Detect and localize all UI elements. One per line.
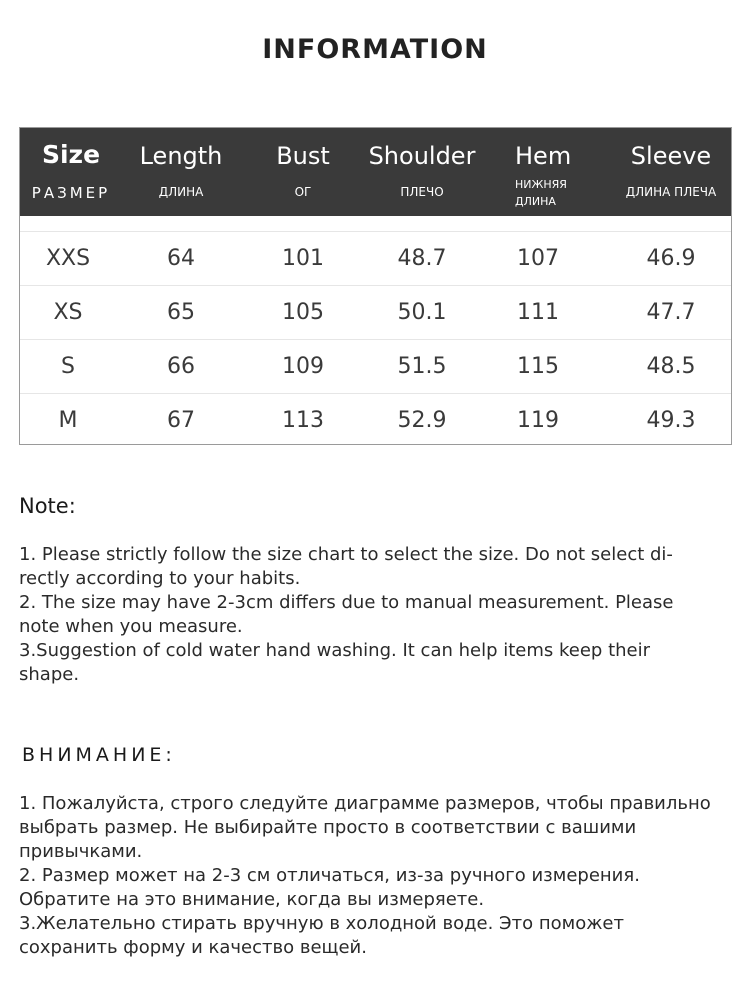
table-row xyxy=(20,285,731,339)
header-sleeve-en: Sleeve xyxy=(630,142,712,170)
header-size-en: Size xyxy=(41,140,101,169)
cell-size: S xyxy=(61,354,75,379)
cell-sleeve: 49.3 xyxy=(646,408,696,433)
cell-bust: 109 xyxy=(282,354,324,379)
note-line: 3.Suggestion of cold water hand washing. It can help items keep their xyxy=(19,640,651,661)
cell-length: 64 xyxy=(167,246,195,271)
page-title: INFORMATION xyxy=(262,34,488,65)
cell-length: 66 xyxy=(167,354,195,379)
table-row xyxy=(20,393,731,447)
note-line: note when you measure. xyxy=(19,616,243,637)
note-line: выбрать размер. Не выбирайте просто в соответствии с вашими xyxy=(19,817,637,838)
note-line: 2. The size may have 2-3cm differs due to manual measurement. Please xyxy=(19,592,674,613)
cell-length: 65 xyxy=(167,300,195,325)
note-text-ru xyxy=(19,792,719,960)
header-bust-en: Bust xyxy=(276,142,330,170)
size-chart-table xyxy=(19,127,732,445)
header-shoulder xyxy=(366,128,478,216)
cell-bust: 113 xyxy=(282,408,324,433)
cell-sleeve: 47.7 xyxy=(646,300,696,325)
note-line: 1. Пожалуйста, строго следуйте диаграмме размеров, чтобы правильно xyxy=(19,793,711,814)
cell-length: 67 xyxy=(167,408,195,433)
header-size xyxy=(20,128,122,216)
note-text-en xyxy=(19,543,719,687)
note-line: 3.Желательно стирать вручную в холодной воде. Это поможет xyxy=(19,913,624,934)
cell-size: XS xyxy=(53,300,83,325)
cell-shoulder: 52.9 xyxy=(397,408,447,433)
header-sleeve xyxy=(615,128,727,216)
cell-sleeve: 48.5 xyxy=(646,354,696,379)
cell-size: M xyxy=(58,408,78,433)
note-line: 1. Please strictly follow the size chart to select the size. Do not select di- xyxy=(19,544,673,565)
cell-hem: 115 xyxy=(517,354,559,379)
cell-hem: 111 xyxy=(517,300,559,325)
header-bust-ru: ОГ xyxy=(294,185,312,199)
cell-hem: 107 xyxy=(517,246,559,271)
note-line: rectly according to your habits. xyxy=(19,568,301,589)
cell-sleeve: 46.9 xyxy=(646,246,696,271)
table-header xyxy=(20,128,731,216)
header-shoulder-ru: ПЛЕЧО xyxy=(400,185,444,199)
note-line: 2. Размер может на 2-3 см отличаться, из-за ручного измерения. xyxy=(19,865,640,886)
cell-shoulder: 51.5 xyxy=(397,354,447,379)
header-length-ru: ДЛИНА xyxy=(158,185,204,199)
header-length xyxy=(122,128,240,216)
header-hem-ru: НИЖНЯЯ ДЛИНА xyxy=(515,178,567,208)
cell-shoulder: 48.7 xyxy=(397,246,447,271)
cell-bust: 101 xyxy=(282,246,324,271)
cell-bust: 105 xyxy=(282,300,324,325)
header-shoulder-en: Shoulder xyxy=(368,142,476,170)
note-title: Note: xyxy=(19,494,76,518)
header-hem-en: Hem xyxy=(515,142,572,170)
header-length-en: Length xyxy=(139,142,223,170)
cell-hem: 119 xyxy=(517,408,559,433)
header-bust xyxy=(240,128,366,216)
cell-shoulder: 50.1 xyxy=(397,300,447,325)
table-row xyxy=(20,231,731,285)
note-line: shape. xyxy=(19,664,80,685)
header-sleeve-ru: ДЛИНА ПЛЕЧА xyxy=(625,185,717,199)
cell-size: XXS xyxy=(45,246,91,271)
table-row xyxy=(20,339,731,393)
header-hem xyxy=(515,128,615,216)
note-line: привычками. xyxy=(19,841,143,862)
note-line: сохранить форму и качество вещей. xyxy=(19,937,367,958)
attention-title: ВНИМАНИЕ: xyxy=(22,744,176,766)
header-size-ru: РАЗМЕР xyxy=(31,184,111,202)
note-line: Обратите на это внимание, когда вы измеряете. xyxy=(19,889,485,910)
